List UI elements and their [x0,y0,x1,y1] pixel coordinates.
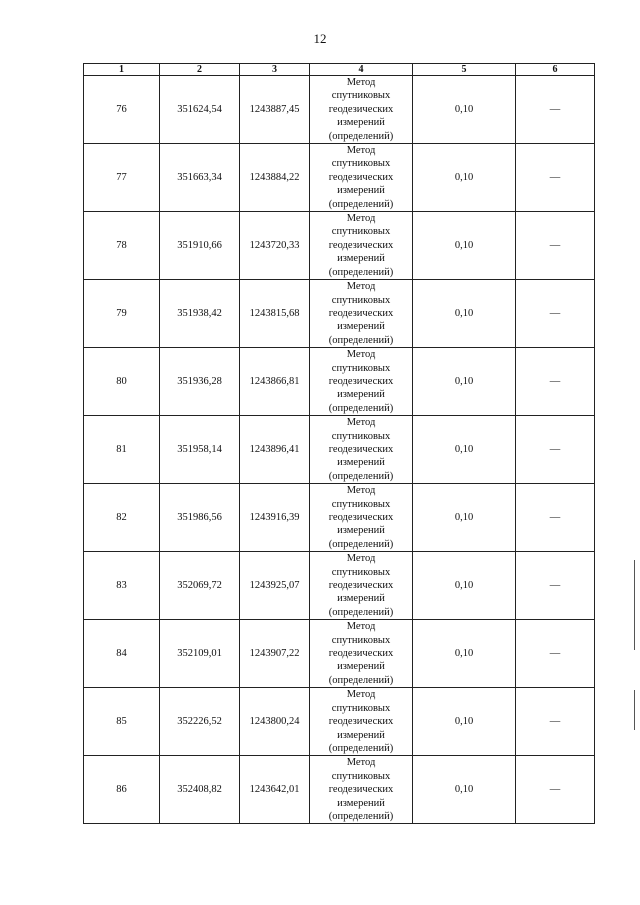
column-header-4: 4 [310,64,413,76]
method-line: измерений [337,253,385,265]
method-line: (определений) [328,538,394,550]
column-header-2: 2 [160,64,240,76]
table-row [84,416,595,484]
table-row [84,280,595,348]
point-number-cell: 86 [84,756,160,824]
column-header-1: 1 [84,64,160,76]
y-coordinate-cell: 1243916,39 [240,484,310,552]
method-line: (определений) [328,674,394,686]
coordinates-table [83,63,595,824]
method-line: (определений) [328,742,394,754]
accuracy-cell: 0,10 [413,144,516,212]
note-cell: — [516,620,595,688]
point-number-cell: 77 [84,144,160,212]
table-row [84,688,595,756]
method-line: Метод [346,281,376,293]
column-header-6: 6 [516,64,595,76]
method-line: Метод [346,553,376,565]
method-line: геодезических [328,375,394,387]
method-line: Метод [346,213,376,225]
table-row [84,348,595,416]
method-line: спутниковых [331,430,391,442]
method-line: спутниковых [331,158,391,170]
method-line: спутниковых [331,362,391,374]
y-coordinate-cell: 1243907,22 [240,620,310,688]
method-line: геодезических [328,239,394,251]
note-cell: — [516,484,595,552]
method-line: спутниковых [331,294,391,306]
accuracy-cell: 0,10 [413,756,516,824]
x-coordinate-cell: 352408,82 [160,756,240,824]
x-coordinate-cell: 352226,52 [160,688,240,756]
method-line: Метод [346,485,376,497]
method-line: геодезических [328,171,394,183]
method-line: (определений) [328,402,394,414]
y-coordinate-cell: 1243815,68 [240,280,310,348]
method-line: измерений [337,661,385,673]
column-header-5: 5 [413,64,516,76]
method-line: измерений [337,117,385,129]
method-line: спутниковых [331,634,391,646]
method-line: Метод [346,621,376,633]
method-line: (определений) [328,130,394,142]
y-coordinate-cell: 1243720,33 [240,212,310,280]
table-body [84,76,595,824]
method-line: геодезических [328,103,394,115]
x-coordinate-cell: 351663,34 [160,144,240,212]
table-row [84,484,595,552]
y-coordinate-cell: 1243887,45 [240,76,310,144]
method-line: геодезических [328,648,394,660]
table-row [84,756,595,824]
y-coordinate-cell: 1243896,41 [240,416,310,484]
method-cell [310,144,413,212]
method-line: геодезических [328,784,394,796]
note-cell: — [516,688,595,756]
note-cell: — [516,348,595,416]
method-line: спутниковых [331,770,391,782]
page-number: 12 [313,31,327,46]
method-cell [310,76,413,144]
method-line: (определений) [328,198,394,210]
accuracy-cell: 0,10 [413,212,516,280]
method-line: измерений [337,729,385,741]
method-line: Метод [346,417,376,429]
method-line: геодезических [328,512,394,523]
note-cell: — [516,76,595,144]
method-cell [310,348,413,416]
x-coordinate-cell: 351986,56 [160,484,240,552]
method-line: измерений [337,525,385,537]
method-line: спутниковых [331,498,391,510]
table-row [84,76,595,144]
method-line: измерений [337,457,385,469]
column-header-3: 3 [240,64,310,76]
y-coordinate-cell: 1243866,81 [240,348,310,416]
x-coordinate-cell: 351938,42 [160,280,240,348]
y-coordinate-cell: 1243642,01 [240,756,310,824]
y-coordinate-cell: 1243884,22 [240,144,310,212]
method-cell [310,552,413,620]
accuracy-cell: 0,10 [413,280,516,348]
method-line: геодезических [328,307,394,319]
method-line: (определений) [328,334,394,346]
point-number-cell: 76 [84,76,160,144]
method-line: Метод [346,145,376,157]
accuracy-cell: 0,10 [413,348,516,416]
method-line: измерений [337,185,385,197]
method-line: измерений [337,321,385,333]
margin-scan-mark [634,560,635,650]
table-row [84,552,595,620]
x-coordinate-cell: 351958,14 [160,416,240,484]
point-number-cell: 85 [84,688,160,756]
point-number-cell: 80 [84,348,160,416]
table-row [84,620,595,688]
method-line: измерений [337,593,385,605]
accuracy-cell: 0,10 [413,688,516,756]
margin-scan-mark [634,690,635,730]
note-cell: — [516,280,595,348]
point-number-cell: 83 [84,552,160,620]
method-line: измерений [337,797,385,809]
method-line: измерений [337,389,385,401]
method-line: геодезических [328,716,394,728]
method-line: спутниковых [331,226,391,238]
method-line: геодезических [328,580,394,592]
method-line: Метод [346,757,376,769]
method-line: (определений) [328,606,394,618]
x-coordinate-cell: 351936,28 [160,348,240,416]
y-coordinate-cell: 1243800,24 [240,688,310,756]
accuracy-cell: 0,10 [413,76,516,144]
method-line: (определений) [328,810,394,822]
point-number-cell: 78 [84,212,160,280]
y-coordinate-cell: 1243925,07 [240,552,310,620]
point-number-cell: 82 [84,484,160,552]
x-coordinate-cell: 352069,72 [160,552,240,620]
table-header [84,64,595,76]
method-cell [310,484,413,552]
point-number-cell: 79 [84,280,160,348]
table-row [84,144,595,212]
method-cell [310,688,413,756]
method-line: (определений) [328,470,394,482]
method-line: спутниковых [331,90,391,102]
header-row [84,64,595,76]
method-line: геодезических [328,443,394,455]
method-cell [310,620,413,688]
x-coordinate-cell: 351624,54 [160,76,240,144]
method-line: спутниковых [331,702,391,714]
method-line: Метод [346,689,376,701]
method-cell [310,756,413,824]
x-coordinate-cell: 351910,66 [160,212,240,280]
note-cell: — [516,552,595,620]
table-row [84,212,595,280]
accuracy-cell: 0,10 [413,620,516,688]
method-line: (определений) [328,266,394,278]
method-cell [310,416,413,484]
method-line: Метод [346,349,376,361]
note-cell: — [516,212,595,280]
method-cell [310,212,413,280]
point-number-cell: 81 [84,416,160,484]
x-coordinate-cell: 352109,01 [160,620,240,688]
accuracy-cell: 0,10 [413,484,516,552]
method-line: Метод [346,77,376,88]
accuracy-cell: 0,10 [413,416,516,484]
note-cell: — [516,416,595,484]
note-cell: — [516,144,595,212]
accuracy-cell: 0,10 [413,552,516,620]
point-number-cell: 84 [84,620,160,688]
method-line: спутниковых [331,566,391,578]
method-cell [310,280,413,348]
note-cell: — [516,756,595,824]
